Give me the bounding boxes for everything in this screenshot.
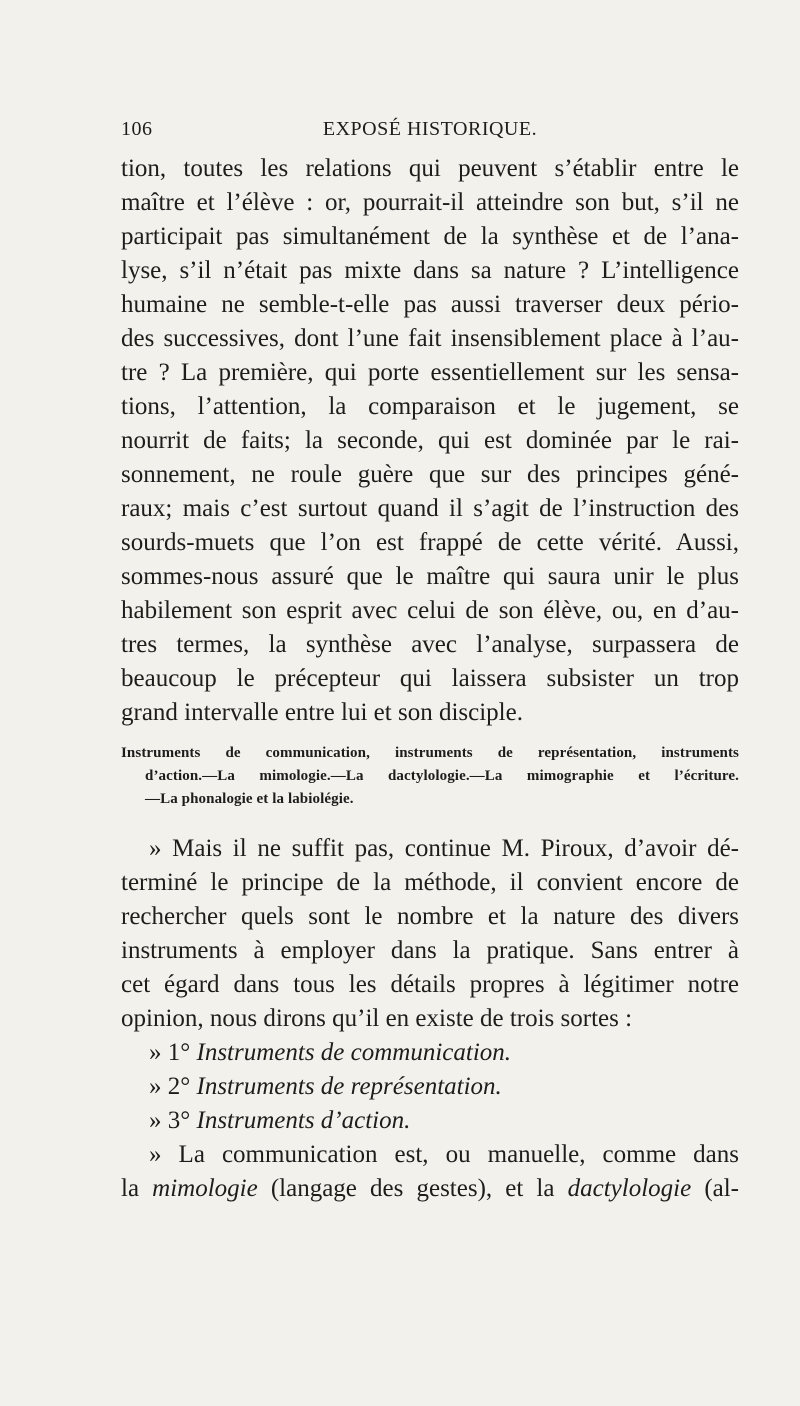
list-item-prefix: » 2°	[149, 1073, 191, 1100]
text-line: tion, toutes les relations qui peuvent s’établir entre le	[121, 155, 739, 182]
list-item-prefix: » 1°	[149, 1039, 191, 1066]
running-header	[121, 118, 739, 148]
instrument-list	[121, 1036, 739, 1138]
text-line: opinion, nous dirons qu’il en existe de trois sortes :	[121, 1005, 633, 1032]
running-title: EXPOSÉ HISTORIQUE.	[322, 118, 538, 140]
text-line: beaucoup le précepteur qui laissera subsister un trop	[121, 665, 739, 692]
text-line: » La communication est, ou manuelle, comme dans	[149, 1141, 739, 1168]
text-line: sourds-muets que l’on est frappé de cette vérité. Aussi,	[121, 529, 739, 556]
list-item-text: Instruments de communication.	[196, 1039, 512, 1066]
text-line	[121, 1172, 739, 1206]
list-item	[121, 1036, 739, 1070]
list-item-text: Instruments d’action.	[196, 1107, 411, 1134]
list-item	[121, 1070, 739, 1104]
text-line: participait pas simultanément de la synthèse et de l’ana-	[121, 223, 739, 250]
text-line: des successives, dont l’une fait insensiblement place à l’au-	[121, 325, 739, 352]
text-line: humaine ne semble-t-elle pas aussi traverser deux pério-	[121, 291, 739, 318]
text-line: cet égard dans tous les détails propres à légitimer notre	[121, 971, 739, 998]
term-mimologie: mimologie	[152, 1175, 258, 1202]
text-line: sonnement, ne roule guère que sur des principes géné-	[121, 461, 739, 488]
text-line: lyse, s’il n’était pas mixte dans sa nature ? L’intelligence	[121, 257, 739, 284]
text-line: tre ? La première, qui porte essentiellement sur les sensa-	[121, 359, 739, 386]
section-summary	[121, 742, 739, 811]
text-line: » Mais il ne suffit pas, continue M. Piroux, d’avoir dé-	[149, 835, 739, 862]
summary-line: —La phonalogie et la labiolégie.	[145, 791, 354, 807]
text-line: maître et l’élève : or, pourrait-il atteindre son but, s’il ne	[121, 189, 739, 216]
list-item-text: Instruments de représentation.	[196, 1073, 502, 1100]
term-dactylologie: dactylologie	[567, 1175, 692, 1202]
text-line: habilement son esprit avec celui de son élève, ou, en d’au-	[121, 597, 739, 624]
text-fragment: la	[121, 1175, 140, 1202]
text-line: sommes-nous assuré que le maître qui saura unir le plus	[121, 563, 739, 590]
page-number: 106	[121, 118, 153, 140]
text-line: rechercher quels sont le nombre et la nature des divers	[121, 903, 739, 930]
summary-line: d’action.—La mimologie.—La dactylologie.—La mimographie et l’écriture.	[145, 768, 739, 784]
text-line: instruments à employer dans la pratique. Sans entrer à	[121, 937, 739, 964]
text-line: terminé le principe de la méthode, il convient encore de	[121, 869, 739, 896]
text-line: tres termes, la synthèse avec l’analyse, surpassera de	[121, 631, 739, 658]
paragraph-1	[121, 152, 739, 730]
text-line: raux; mais c’est surtout quand il s’agit de l’instruction des	[121, 495, 739, 522]
text-line: grand intervalle entre lui et son disciple.	[121, 699, 523, 726]
paragraph-3	[121, 1138, 739, 1206]
text-fragment: (langage des gestes), et la	[270, 1175, 555, 1202]
text-fragment: (al-	[704, 1175, 740, 1202]
list-item-prefix: » 3°	[149, 1107, 191, 1134]
paragraph-2	[121, 832, 739, 1036]
text-line: tions, l’attention, la comparaison et le jugement, se	[121, 393, 739, 420]
list-item	[121, 1104, 739, 1138]
text-line: nourrit de faits; la seconde, qui est dominée par le rai-	[121, 427, 739, 454]
summary-line: Instruments de communication, instruments de représentation, instruments	[121, 745, 739, 761]
